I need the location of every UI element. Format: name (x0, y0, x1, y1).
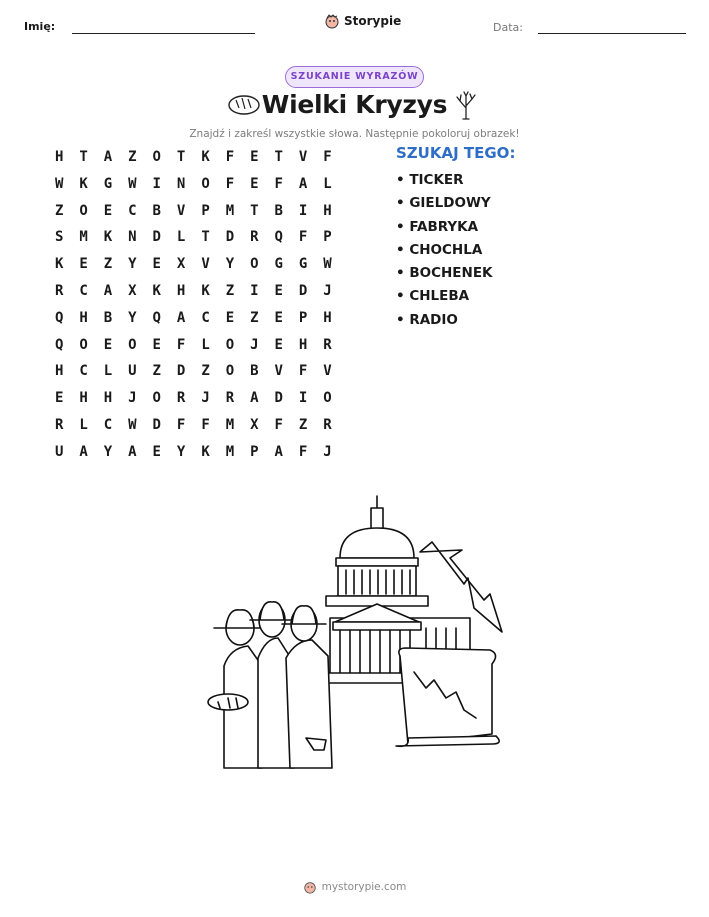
grid-cell[interactable]: C (79, 282, 88, 299)
grid-cell[interactable]: T (274, 149, 283, 165)
grid-cell[interactable]: E (225, 309, 235, 326)
grid-cell[interactable]: T (79, 149, 88, 165)
grid-cell[interactable]: D (225, 229, 235, 246)
grid-cell[interactable]: R (225, 390, 235, 407)
grid-cell[interactable]: E (152, 256, 161, 273)
men-in-hats-icon (208, 602, 332, 768)
grid-cell[interactable]: E (274, 336, 283, 353)
grid-cell[interactable]: E (250, 175, 259, 192)
grid-cell[interactable]: E (274, 309, 283, 326)
grid-cell[interactable]: B (152, 202, 161, 219)
grid-cell[interactable]: Z (225, 282, 235, 299)
activity-badge: SZUKANIE WYRAZÓW (285, 66, 424, 88)
grid-row (47, 309, 340, 336)
grid-row (47, 202, 340, 229)
grid-cell[interactable]: W (128, 175, 137, 192)
grid-cell[interactable]: H (79, 390, 88, 407)
grid-cell[interactable]: E (152, 443, 161, 460)
word-list-item: • TICKER (396, 172, 464, 188)
grid-cell[interactable]: Q (54, 309, 64, 326)
grid-cell[interactable]: V (323, 363, 332, 380)
grid-cell[interactable]: K (201, 282, 210, 299)
grid-cell[interactable]: V (201, 256, 210, 273)
grid-row (47, 255, 340, 282)
grid-cell[interactable]: M (225, 416, 235, 433)
grid-cell[interactable]: L (323, 175, 332, 192)
grid-cell[interactable]: Z (103, 256, 113, 273)
name-label: Imię: (24, 20, 56, 33)
grid-cell[interactable]: P (250, 443, 259, 460)
grid-cell[interactable]: I (298, 202, 308, 219)
grid-cell[interactable]: T (201, 229, 210, 246)
grid-cell[interactable]: R (250, 229, 259, 246)
grid-cell[interactable]: T (250, 202, 259, 219)
grid-cell[interactable]: F (323, 149, 332, 165)
instructions: Znajdź i zakreśl wszystkie słowa. Następnie pokoloruj obrazek! (189, 128, 520, 140)
grid-cell[interactable]: K (79, 175, 88, 192)
grid-cell[interactable]: N (176, 175, 186, 192)
grid-cell[interactable]: E (54, 390, 64, 407)
word-search-grid (47, 148, 340, 470)
grid-cell[interactable]: E (103, 202, 113, 219)
grid-cell[interactable]: A (176, 309, 186, 326)
grid-cell[interactable]: C (201, 309, 210, 326)
grid-cell[interactable]: Z (201, 363, 210, 380)
grid-cell[interactable]: O (79, 336, 88, 353)
grid-cell[interactable]: D (176, 363, 186, 380)
grid-cell[interactable]: Z (128, 149, 137, 165)
grid-cell[interactable]: I (152, 175, 161, 192)
footer (0, 880, 709, 894)
grid-cell[interactable]: Y (103, 443, 113, 460)
word-list (396, 170, 493, 333)
grid-cell[interactable]: R (54, 416, 64, 433)
grid-cell[interactable]: R (323, 336, 332, 353)
grid-cell[interactable]: Q (152, 309, 161, 326)
grid-cell[interactable]: D (152, 229, 161, 246)
grid-cell[interactable]: R (54, 282, 64, 299)
grid-cell[interactable]: A (128, 443, 137, 460)
grid-cell[interactable]: L (79, 416, 88, 433)
word-list-item: • RADIO (396, 311, 458, 328)
grid-cell[interactable]: Z (298, 416, 308, 433)
grid-cell[interactable]: F (176, 336, 186, 353)
grid-cell[interactable]: V (274, 363, 283, 380)
grid-cell[interactable]: Y (176, 443, 186, 460)
grid-cell[interactable]: W (128, 416, 137, 433)
grid-cell[interactable]: H (176, 282, 186, 299)
grid-cell[interactable]: L (201, 336, 210, 353)
grid-cell[interactable]: O (128, 336, 137, 353)
grid-cell[interactable]: T (176, 149, 186, 165)
grid-cell[interactable]: A (79, 443, 88, 460)
grid-cell[interactable]: J (323, 282, 332, 299)
grid-cell[interactable]: X (176, 256, 186, 273)
grid-cell[interactable]: J (323, 443, 332, 460)
storypie-logo-icon (324, 13, 340, 29)
grid-cell[interactable]: V (176, 202, 186, 219)
grid-cell[interactable]: H (298, 336, 308, 353)
grid-cell[interactable]: H (54, 149, 64, 165)
grid-cell[interactable]: O (225, 336, 235, 353)
brand-logo (324, 13, 401, 29)
grid-cell[interactable]: Z (250, 309, 259, 326)
grid-row (47, 362, 340, 389)
name-field-line[interactable] (72, 33, 255, 34)
grid-cell[interactable]: E (152, 336, 161, 353)
grid-cell[interactable]: E (274, 282, 283, 299)
grid-cell[interactable]: K (103, 229, 113, 246)
grid-cell[interactable]: S (54, 229, 64, 246)
grid-cell[interactable]: O (152, 149, 161, 165)
grid-cell[interactable]: Q (54, 336, 64, 353)
grid-cell[interactable]: O (79, 202, 88, 219)
grid-row (47, 443, 340, 470)
grid-cell[interactable]: F (176, 416, 186, 433)
storypie-logo-icon (303, 880, 317, 894)
brand-name: Storypie (344, 14, 402, 28)
page-title: Wielki Kryzys (261, 90, 448, 119)
grid-row (47, 228, 340, 255)
grid-row (47, 416, 340, 443)
word-list-item: • CHLEBA (396, 288, 470, 305)
grid-cell[interactable]: O (250, 256, 259, 273)
grid-cell[interactable]: F (225, 149, 235, 165)
grid-cell[interactable]: K (54, 256, 64, 273)
grid-cell[interactable]: O (201, 175, 210, 192)
worksheet-header (0, 0, 709, 50)
grid-cell[interactable]: X (250, 416, 259, 433)
bare-tree-icon (453, 90, 479, 120)
grid-cell[interactable]: Y (225, 256, 235, 273)
grid-cell[interactable]: A (250, 390, 259, 407)
grid-cell[interactable]: J (250, 336, 259, 353)
grid-cell[interactable]: H (54, 363, 64, 380)
grid-cell[interactable]: F (298, 363, 308, 380)
word-list-item: • CHOCHLA (396, 241, 483, 258)
stock-chart-scroll-icon (396, 648, 499, 746)
grid-cell[interactable]: A (298, 175, 308, 192)
grid-cell[interactable]: H (323, 202, 332, 219)
grid-cell[interactable]: F (298, 229, 308, 246)
grid-cell[interactable]: B (250, 363, 259, 380)
grid-cell[interactable]: H (323, 309, 332, 326)
grid-cell[interactable]: M (225, 202, 235, 219)
grid-cell[interactable]: N (128, 229, 137, 246)
word-list-item: • BOCHENEK (396, 265, 493, 282)
grid-cell[interactable]: A (274, 443, 283, 460)
grid-cell[interactable]: E (250, 149, 259, 165)
grid-cell[interactable]: B (274, 202, 283, 219)
grid-cell[interactable]: C (103, 416, 113, 433)
grid-cell[interactable]: C (79, 363, 88, 380)
grid-cell[interactable]: E (79, 256, 88, 273)
grid-cell[interactable]: F (274, 175, 283, 192)
grid-cell[interactable]: P (323, 229, 332, 246)
grid-cell[interactable]: Q (274, 229, 283, 246)
grid-cell[interactable]: M (79, 229, 88, 246)
grid-cell[interactable]: J (128, 390, 137, 407)
grid-cell[interactable]: F (201, 416, 210, 433)
grid-cell[interactable]: B (103, 309, 113, 326)
grid-cell[interactable]: F (298, 443, 308, 460)
footer-url[interactable]: mystorypie.com (321, 881, 407, 893)
grid-row (47, 282, 340, 309)
grid-cell[interactable]: A (103, 149, 113, 165)
grid-cell[interactable]: K (152, 282, 161, 299)
grid-cell[interactable]: Z (54, 202, 64, 219)
grid-cell[interactable]: H (103, 390, 113, 407)
grid-cell[interactable]: P (298, 309, 308, 326)
great-depression-illustration (200, 488, 520, 773)
grid-cell[interactable]: R (176, 390, 186, 407)
grid-cell[interactable]: I (250, 282, 259, 299)
grid-cell[interactable]: D (298, 282, 308, 299)
grid-cell[interactable]: O (323, 390, 332, 407)
grid-cell[interactable]: Y (128, 256, 137, 273)
grid-cell[interactable]: X (128, 282, 137, 299)
grid-cell[interactable]: K (201, 443, 210, 460)
grid-row (47, 389, 340, 416)
grid-cell[interactable]: J (201, 390, 210, 407)
grid-cell[interactable]: W (54, 175, 64, 192)
date-field-line[interactable] (538, 33, 686, 34)
grid-cell[interactable]: D (152, 416, 161, 433)
grid-cell[interactable]: F (225, 175, 235, 192)
grid-cell[interactable]: M (225, 443, 235, 460)
grid-cell[interactable]: E (103, 336, 113, 353)
grid-cell[interactable]: H (79, 309, 88, 326)
grid-cell[interactable]: R (323, 416, 332, 433)
grid-cell[interactable]: U (128, 363, 137, 380)
grid-cell[interactable]: C (128, 202, 137, 219)
word-list-heading: SZUKAJ TEGO: (396, 144, 516, 162)
grid-cell[interactable]: K (201, 149, 210, 165)
word-list-item: • GIELDOWY (396, 195, 491, 212)
grid-cell[interactable]: D (274, 390, 283, 407)
grid-cell[interactable]: U (54, 443, 64, 460)
grid-row (47, 148, 340, 175)
grid-cell[interactable]: Z (152, 363, 161, 380)
grid-cell[interactable]: P (201, 202, 210, 219)
grid-cell[interactable]: G (298, 256, 308, 273)
grid-cell[interactable]: Y (128, 309, 137, 326)
grid-row (47, 175, 340, 202)
grid-cell[interactable]: G (103, 175, 113, 192)
grid-cell[interactable]: L (176, 229, 186, 246)
grid-cell[interactable]: O (152, 390, 161, 407)
date-label: Data: (493, 21, 523, 34)
grid-cell[interactable]: V (298, 149, 308, 165)
grid-cell[interactable]: L (103, 363, 113, 380)
grid-cell[interactable]: F (274, 416, 283, 433)
grid-cell[interactable]: O (225, 363, 235, 380)
grid-cell[interactable]: W (323, 256, 332, 273)
word-list-item: • FABRYKA (396, 218, 479, 235)
grid-cell[interactable]: G (274, 256, 283, 273)
grid-cell[interactable]: A (103, 282, 113, 299)
grid-cell[interactable]: I (298, 390, 308, 407)
grid-row (47, 336, 340, 363)
